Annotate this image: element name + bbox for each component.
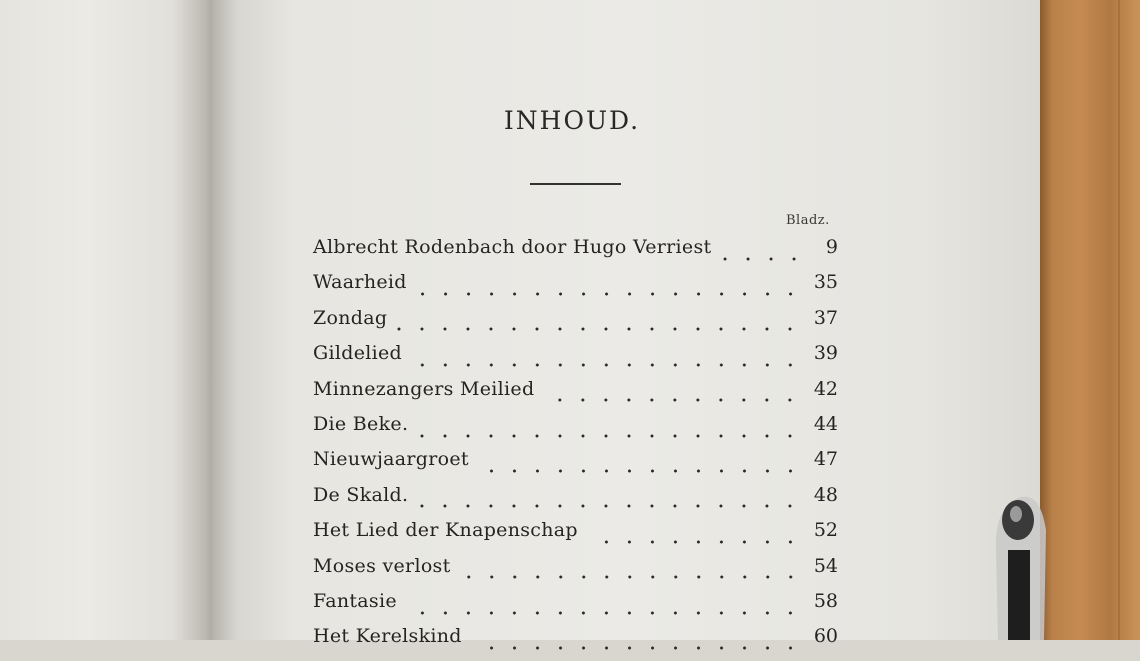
page-title: INHOUD.: [503, 106, 641, 135]
toc-entry-page: 42: [813, 377, 838, 400]
dot-leader: [586, 540, 802, 544]
toc-entry: [313, 342, 838, 377]
toc-entry-title: Gildelied: [313, 342, 402, 365]
dot-leader: [459, 575, 802, 579]
wooden-surface: [1040, 0, 1140, 640]
toc-entry-page: 60: [813, 625, 838, 648]
toc-entry-page: 44: [813, 412, 838, 435]
toc-entry: [313, 484, 838, 519]
page-column-header: Bladz.: [786, 213, 830, 228]
toc-entry-page: 37: [813, 306, 838, 329]
dot-leader: [542, 398, 801, 402]
toc-entry: [313, 307, 838, 342]
toc-entry: [313, 448, 838, 483]
toc-entry-title: De Skald.: [313, 483, 409, 506]
toc-entry-title: Nieuwjaargroet: [313, 448, 469, 471]
page-clip-icon: [988, 490, 1048, 640]
dot-leader: [470, 646, 802, 650]
toc-entry-title: Zondag: [313, 306, 388, 329]
toc-entry: [313, 413, 838, 448]
toc-entry-page: 39: [813, 342, 838, 365]
dot-leader: [416, 504, 801, 508]
dot-leader: [477, 469, 802, 473]
toc-entry-page: 58: [813, 589, 838, 612]
toc-entry-page: 54: [813, 554, 838, 577]
toc-entry-title: Moses verlost: [313, 554, 451, 577]
title-rule: [530, 183, 621, 185]
toc-entry-title: Waarheid: [313, 271, 407, 294]
toc-entry-page: 47: [813, 448, 838, 471]
toc-entry-title: Fantasie: [313, 589, 397, 612]
table-of-contents: [313, 236, 838, 661]
toc-entry: [313, 271, 838, 306]
toc-entry-page: 9: [825, 236, 838, 258]
toc-entry-page: 35: [813, 271, 838, 294]
dot-leader: [416, 434, 802, 438]
dot-leader: [415, 292, 802, 296]
toc-entry-title: Minnezangers Meilied: [313, 377, 535, 400]
toc-entry-page: 52: [813, 519, 838, 542]
toc-entry: [313, 236, 838, 271]
toc-entry: [313, 519, 838, 554]
toc-entry-title: Het Lied der Knapenschap: [313, 519, 578, 542]
toc-entry-title: Het Kerelskind: [313, 625, 462, 648]
toc-entry: [313, 555, 838, 590]
toc-entry-page: 48: [813, 483, 838, 506]
toc-entry: [313, 378, 838, 413]
dot-leader: [405, 611, 802, 615]
toc-entry: [313, 625, 838, 660]
dot-leader: [410, 363, 802, 367]
toc-entry-title: Die Beke.: [313, 412, 409, 435]
left-page: [0, 0, 215, 640]
dot-leader: [395, 327, 801, 331]
toc-entry-title: Albrecht Rodenbach door Hugo Verriest: [313, 236, 712, 258]
toc-entry: [313, 590, 838, 625]
dot-leader: [719, 257, 806, 261]
